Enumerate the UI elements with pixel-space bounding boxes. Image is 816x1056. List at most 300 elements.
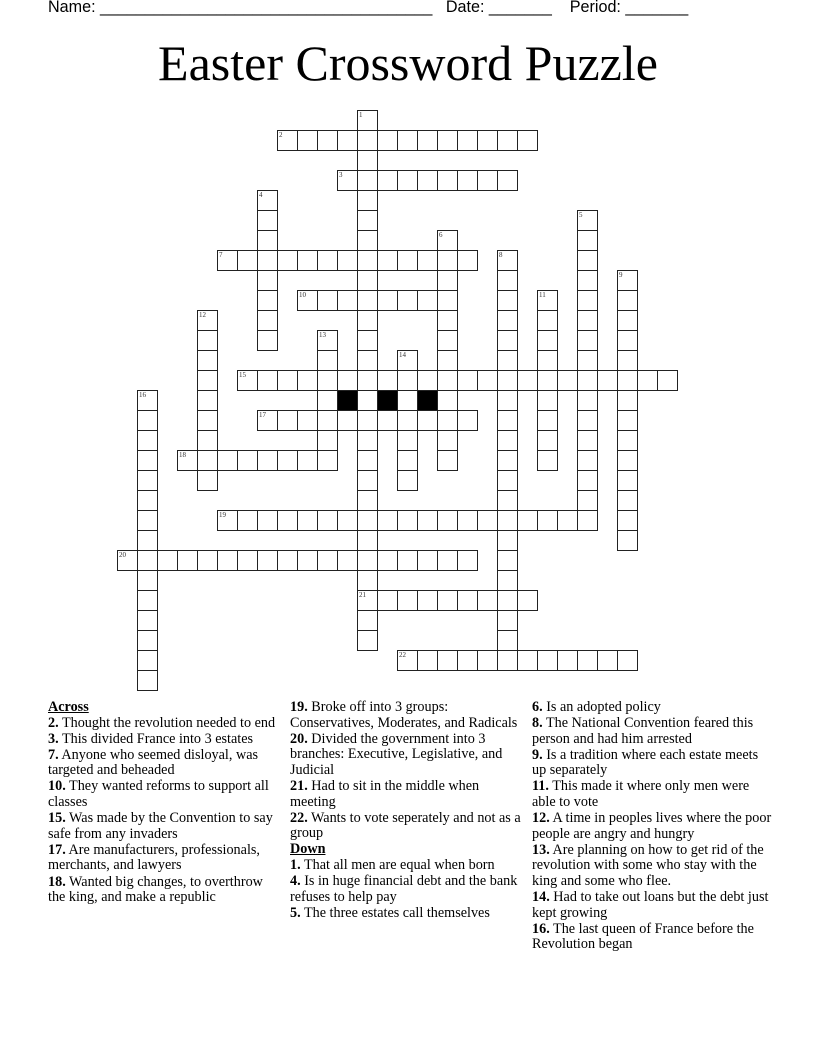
clue-number: 13: [319, 331, 326, 339]
grid-cell[interactable]: [357, 110, 378, 131]
grid-cell[interactable]: [397, 250, 418, 271]
grid-cell[interactable]: [317, 290, 338, 311]
grid-cell[interactable]: [117, 550, 138, 571]
grid-cell[interactable]: [617, 330, 638, 351]
clue-down-12: 12. A time in peoples lives where the poor people are angry and hungry: [532, 810, 772, 842]
grid-cell[interactable]: [497, 330, 518, 351]
grid-cell[interactable]: [577, 350, 598, 371]
grid-cell[interactable]: [537, 330, 558, 351]
page-title: Easter Crossword Puzzle: [158, 35, 658, 91]
grid-cell[interactable]: [357, 490, 378, 511]
clue-across-20: 20. Divided the government into 3 branches: Executive, Legislative, and Judicial: [290, 730, 503, 778]
grid-cell[interactable]: [397, 290, 418, 311]
grid-cell[interactable]: [457, 170, 478, 191]
grid-cell[interactable]: [437, 310, 458, 331]
grid-cell[interactable]: [617, 450, 638, 471]
grid-cell[interactable]: [617, 350, 638, 371]
grid-cell[interactable]: [357, 450, 378, 471]
clue-across-3: 3. This divided France into 3 estates: [48, 730, 254, 747]
grid-cell[interactable]: [437, 590, 458, 611]
clue-across-18: 18. Wanted big changes, to overthrow the king, and make a republic: [48, 873, 263, 906]
grid-cell[interactable]: [317, 450, 338, 471]
grid-cell[interactable]: [237, 450, 258, 471]
grid-cell[interactable]: [437, 450, 458, 471]
grid-cell[interactable]: [577, 470, 598, 491]
grid-cell[interactable]: [177, 450, 198, 471]
grid-cell[interactable]: [397, 430, 418, 451]
clue-down-11: 11. This made it where only men were able to vote: [532, 778, 750, 811]
grid-cell[interactable]: [137, 430, 158, 451]
clue-number: 18: [179, 451, 186, 459]
grid-cell[interactable]: [277, 250, 298, 271]
grid-cell[interactable]: [577, 370, 598, 391]
grid-cell[interactable]: [137, 490, 158, 511]
grid-cell[interactable]: [357, 350, 378, 371]
grid-cell[interactable]: [357, 550, 378, 571]
grid-cell[interactable]: [477, 370, 498, 391]
grid-cell[interactable]: [617, 490, 638, 511]
grid-cell[interactable]: [197, 310, 218, 331]
grid-cell[interactable]: [277, 370, 298, 391]
grid-cell[interactable]: [197, 350, 218, 371]
clue-across-17: 17. Are manufacturers, professionals, merchants, and lawyers: [48, 841, 260, 874]
grid-cell[interactable]: [357, 370, 378, 391]
grid-cell[interactable]: [257, 410, 278, 431]
grid-cell[interactable]: [417, 590, 438, 611]
grid-cell[interactable]: [497, 450, 518, 471]
grid-cell[interactable]: [437, 510, 458, 531]
grid-cell[interactable]: [157, 550, 178, 571]
grid-cell[interactable]: [517, 370, 538, 391]
grid-cell[interactable]: [617, 510, 638, 531]
grid-cell[interactable]: [297, 130, 318, 151]
grid-cell[interactable]: [357, 210, 378, 231]
grid-cell[interactable]: [357, 150, 378, 171]
grid-cell[interactable]: [577, 230, 598, 251]
clue-across-10: 10. They wanted reforms to support all classes: [48, 778, 269, 811]
grid-cell[interactable]: [417, 290, 438, 311]
grid-cell[interactable]: [657, 370, 678, 391]
grid-cell[interactable]: [457, 250, 478, 271]
grid-cell[interactable]: [317, 430, 338, 451]
grid-cell[interactable]: [237, 250, 258, 271]
grid-cell[interactable]: [477, 590, 498, 611]
grid-cell[interactable]: [457, 410, 478, 431]
grid-cell[interactable]: [137, 570, 158, 591]
grid-cell[interactable]: [177, 550, 198, 571]
grid-cell[interactable]: [497, 370, 518, 391]
grid-cell[interactable]: [497, 290, 518, 311]
grid-cell[interactable]: [537, 370, 558, 391]
grid-cell[interactable]: [617, 650, 638, 671]
grid-cell[interactable]: [537, 450, 558, 471]
grid-cell[interactable]: [437, 330, 458, 351]
grid-cell[interactable]: [357, 310, 378, 331]
grid-cell[interactable]: [437, 290, 458, 311]
grid-cell[interactable]: [137, 550, 158, 571]
grid-cell[interactable]: [397, 510, 418, 531]
clue-number: 15: [239, 371, 246, 379]
grid-cell[interactable]: [137, 450, 158, 471]
grid-cell[interactable]: [577, 250, 598, 271]
grid-cell[interactable]: [437, 250, 458, 271]
clue-across-7: 7. Anyone who seemed disloyal, was targeted and beheaded: [48, 746, 259, 779]
grid-cell[interactable]: [297, 550, 318, 571]
grid-cell[interactable]: [137, 470, 158, 491]
grid-cell[interactable]: [417, 370, 438, 391]
grid-cell[interactable]: [437, 430, 458, 451]
grid-cell[interactable]: [257, 510, 278, 531]
grid-cell[interactable]: [497, 490, 518, 511]
grid-cell[interactable]: [497, 470, 518, 491]
grid-cell[interactable]: [257, 250, 278, 271]
grid-cell[interactable]: [317, 370, 338, 391]
grid-cell[interactable]: [517, 650, 538, 671]
grid-cell[interactable]: [197, 470, 218, 491]
grid-cell[interactable]: [457, 370, 478, 391]
grid-cell[interactable]: [237, 510, 258, 531]
name-date-period-line: Name: _____________________________________ Date: _______ Period: _______: [48, 0, 689, 16]
grid-cell[interactable]: [357, 230, 378, 251]
grid-cell[interactable]: [537, 350, 558, 371]
clue-down-9: 9. Is a tradition where each estate meets up separately: [532, 746, 759, 779]
grid-cell[interactable]: [337, 550, 358, 571]
clue-number: 8: [499, 251, 503, 259]
grid-cell[interactable]: [497, 650, 518, 671]
clue-number: 7: [219, 251, 223, 259]
clue-down-6: 6. Is an adopted policy: [532, 699, 661, 715]
clue-number: 12: [199, 311, 206, 319]
grid-cell[interactable]: [217, 450, 238, 471]
grid-cell[interactable]: [457, 130, 478, 151]
clue-number: 1: [359, 111, 363, 119]
grid-cell[interactable]: [497, 570, 518, 591]
grid-cell[interactable]: [577, 430, 598, 451]
grid-cell[interactable]: [437, 550, 458, 571]
grid-cell[interactable]: [417, 650, 438, 671]
grid-cell[interactable]: [377, 170, 398, 191]
grid-cell[interactable]: [477, 170, 498, 191]
grid-cell[interactable]: [417, 170, 438, 191]
clue-number: 19: [219, 511, 226, 519]
grid-cell[interactable]: [417, 550, 438, 571]
grid-cell[interactable]: [197, 450, 218, 471]
grid-cell[interactable]: [357, 390, 378, 411]
grid-cell[interactable]: [577, 650, 598, 671]
grid-cell[interactable]: [357, 250, 378, 271]
grid-cell[interactable]: [277, 450, 298, 471]
grid-cell[interactable]: [537, 290, 558, 311]
grid-cell[interactable]: [497, 530, 518, 551]
grid-cell[interactable]: [377, 250, 398, 271]
grid-cell[interactable]: [237, 370, 258, 391]
grid-cell[interactable]: [137, 410, 158, 431]
grid-cell[interactable]: [357, 330, 378, 351]
grid-cell[interactable]: [297, 450, 318, 471]
grid-cell[interactable]: [357, 470, 378, 491]
grid-cell[interactable]: [497, 130, 518, 151]
grid-cell[interactable]: [497, 310, 518, 331]
grid-cell[interactable]: [357, 270, 378, 291]
clue-number: 21: [359, 591, 366, 599]
grid-cell[interactable]: [517, 510, 538, 531]
grid-cell[interactable]: [217, 550, 238, 571]
grid-cell[interactable]: [437, 410, 458, 431]
grid-cell[interactable]: [397, 350, 418, 371]
grid-cell[interactable]: [337, 510, 358, 531]
grid-cell[interactable]: [397, 370, 418, 391]
grid-cell[interactable]: [597, 650, 618, 671]
grid-cell[interactable]: [577, 410, 598, 431]
grid-cell[interactable]: [557, 510, 578, 531]
clue-number: 17: [259, 411, 266, 419]
grid-cell[interactable]: [357, 130, 378, 151]
grid-cell[interactable]: [577, 290, 598, 311]
grid-cell[interactable]: [357, 430, 378, 451]
grid-cell[interactable]: [357, 290, 378, 311]
black-cell: [337, 390, 358, 411]
grid-cell[interactable]: [197, 330, 218, 351]
clue-down-4: 4. Is in huge financial debt and the bank refuses to help pay: [290, 873, 518, 905]
grid-cell[interactable]: [637, 370, 658, 391]
grid-cell[interactable]: [497, 430, 518, 451]
grid-cell[interactable]: [317, 550, 338, 571]
grid-cell[interactable]: [497, 590, 518, 611]
grid-cell[interactable]: [357, 590, 378, 611]
clue-down-5: 5. The three estates call themselves: [290, 904, 490, 921]
clues-column-2: [290, 700, 522, 922]
grid-cell[interactable]: [537, 410, 558, 431]
grid-cell[interactable]: [317, 350, 338, 371]
grid-cell[interactable]: [617, 290, 638, 311]
grid-cell[interactable]: [577, 450, 598, 471]
down-heading: Down: [290, 841, 326, 858]
grid-cell[interactable]: [257, 190, 278, 211]
grid-cell[interactable]: [377, 550, 398, 571]
clue-number: 6: [439, 231, 443, 239]
grid-cell[interactable]: [597, 370, 618, 391]
grid-cell[interactable]: [317, 410, 338, 431]
grid-cell[interactable]: [497, 350, 518, 371]
grid-cell[interactable]: [277, 130, 298, 151]
clue-number: 5: [579, 211, 583, 219]
grid-cell[interactable]: [257, 450, 278, 471]
grid-cell[interactable]: [217, 250, 238, 271]
grid-cell[interactable]: [417, 510, 438, 531]
clue-down-1: 1. That all men are equal when born: [290, 856, 495, 873]
grid-cell[interactable]: [617, 310, 638, 331]
grid-cell[interactable]: [357, 610, 378, 631]
grid-cell[interactable]: [257, 370, 278, 391]
clue-number: 14: [399, 351, 406, 359]
grid-cell[interactable]: [337, 290, 358, 311]
grid-cell[interactable]: [297, 370, 318, 391]
grid-cell[interactable]: [577, 390, 598, 411]
grid-cell[interactable]: [377, 410, 398, 431]
grid-cell[interactable]: [617, 430, 638, 451]
black-cell: [377, 390, 398, 411]
grid-cell[interactable]: [537, 310, 558, 331]
clue-down-13: 13. Are planning on how to get rid of the revolution with some who stay with the king and some who flee.: [532, 841, 764, 890]
grid-cell[interactable]: [617, 270, 638, 291]
grid-cell[interactable]: [357, 410, 378, 431]
grid-cell[interactable]: [497, 610, 518, 631]
grid-cell[interactable]: [197, 370, 218, 391]
grid-cell[interactable]: [437, 270, 458, 291]
grid-cell[interactable]: [617, 370, 638, 391]
grid-cell[interactable]: [377, 510, 398, 531]
grid-cell[interactable]: [237, 550, 258, 571]
grid-cell[interactable]: [497, 510, 518, 531]
grid-cell[interactable]: [257, 310, 278, 331]
grid-cell[interactable]: [617, 410, 638, 431]
grid-cell[interactable]: [517, 130, 538, 151]
grid-cell[interactable]: [477, 130, 498, 151]
grid-cell[interactable]: [397, 130, 418, 151]
clue-number: 16: [139, 391, 146, 399]
grid-cell[interactable]: [497, 630, 518, 651]
grid-cell[interactable]: [257, 210, 278, 231]
grid-cell[interactable]: [137, 670, 158, 691]
grid-cell[interactable]: [397, 650, 418, 671]
grid-cell[interactable]: [137, 510, 158, 531]
grid-cell[interactable]: [337, 250, 358, 271]
clue-number: 22: [399, 651, 406, 659]
grid-cell[interactable]: [537, 430, 558, 451]
grid-cell[interactable]: [577, 330, 598, 351]
grid-cell[interactable]: [317, 510, 338, 531]
grid-cell[interactable]: [437, 170, 458, 191]
grid-cell[interactable]: [377, 590, 398, 611]
grid-cell[interactable]: [137, 530, 158, 551]
clue-number: 11: [539, 291, 546, 299]
grid-cell[interactable]: [257, 290, 278, 311]
grid-cell[interactable]: [437, 230, 458, 251]
grid-cell[interactable]: [477, 510, 498, 531]
grid-cell[interactable]: [577, 490, 598, 511]
grid-cell[interactable]: [477, 650, 498, 671]
grid-cell[interactable]: [197, 410, 218, 431]
grid-cell[interactable]: [277, 410, 298, 431]
grid-cell[interactable]: [397, 390, 418, 411]
grid-cell[interactable]: [437, 130, 458, 151]
grid-cell[interactable]: [437, 350, 458, 371]
grid-cell[interactable]: [397, 470, 418, 491]
grid-cell[interactable]: [357, 170, 378, 191]
grid-cell[interactable]: [457, 510, 478, 531]
grid-cell[interactable]: [397, 410, 418, 431]
grid-cell[interactable]: [297, 510, 318, 531]
grid-cell[interactable]: [297, 290, 318, 311]
grid-cell[interactable]: [317, 130, 338, 151]
grid-cell[interactable]: [517, 590, 538, 611]
grid-cell[interactable]: [437, 370, 458, 391]
grid-cell[interactable]: [277, 510, 298, 531]
grid-cell[interactable]: [417, 410, 438, 431]
grid-cell[interactable]: [137, 650, 158, 671]
grid-cell[interactable]: [417, 250, 438, 271]
grid-cell[interactable]: [497, 270, 518, 291]
grid-cell[interactable]: [257, 330, 278, 351]
grid-cell[interactable]: [577, 210, 598, 231]
clue-number: 10: [299, 291, 306, 299]
grid-cell[interactable]: [297, 250, 318, 271]
grid-cell[interactable]: [277, 550, 298, 571]
grid-cell[interactable]: [557, 370, 578, 391]
grid-cell[interactable]: [317, 390, 338, 411]
grid-cell[interactable]: [357, 630, 378, 651]
grid-cell[interactable]: [397, 170, 418, 191]
grid-cell[interactable]: [617, 390, 638, 411]
grid-cell[interactable]: [377, 130, 398, 151]
grid-cell[interactable]: [377, 290, 398, 311]
grid-cell[interactable]: [437, 390, 458, 411]
grid-cell[interactable]: [137, 630, 158, 651]
grid-cell[interactable]: [257, 230, 278, 251]
grid-cell[interactable]: [537, 650, 558, 671]
grid-cell[interactable]: [457, 590, 478, 611]
grid-cell[interactable]: [437, 650, 458, 671]
grid-cell[interactable]: [497, 170, 518, 191]
clue-down-14: 14. Had to take out loans but the debt just kept growing: [532, 889, 769, 921]
clue-across-22: 22. Wants to vote seperately and not as a group: [290, 809, 521, 842]
grid-cell[interactable]: [297, 410, 318, 431]
grid-cell[interactable]: [137, 590, 158, 611]
clue-down-16: 16. The last queen of France before the Revolution began: [532, 920, 754, 953]
grid-cell[interactable]: [337, 410, 358, 431]
grid-cell[interactable]: [537, 510, 558, 531]
grid-cell[interactable]: [217, 510, 238, 531]
grid-cell[interactable]: [197, 390, 218, 411]
grid-cell[interactable]: [497, 390, 518, 411]
grid-cell[interactable]: [317, 250, 338, 271]
grid-cell[interactable]: [257, 270, 278, 291]
grid-cell[interactable]: [337, 370, 358, 391]
grid-cell[interactable]: [357, 190, 378, 211]
grid-cell[interactable]: [577, 310, 598, 331]
grid-cell[interactable]: [457, 550, 478, 571]
grid-cell[interactable]: [137, 390, 158, 411]
grid-cell[interactable]: [397, 590, 418, 611]
grid-cell[interactable]: [497, 250, 518, 271]
grid-cell[interactable]: [497, 550, 518, 571]
grid-cell[interactable]: [397, 550, 418, 571]
clue-across-15: 15. Was made by the Convention to say safe from any invaders: [48, 810, 273, 842]
grid-cell[interactable]: [577, 510, 598, 531]
grid-cell[interactable]: [337, 170, 358, 191]
grid-cell[interactable]: [577, 270, 598, 291]
grid-cell[interactable]: [557, 650, 578, 671]
grid-cell[interactable]: [377, 370, 398, 391]
grid-cell[interactable]: [337, 130, 358, 151]
grid-cell[interactable]: [397, 450, 418, 471]
grid-cell[interactable]: [457, 650, 478, 671]
grid-cell[interactable]: [357, 510, 378, 531]
grid-cell[interactable]: [197, 550, 218, 571]
grid-cell[interactable]: [357, 530, 378, 551]
grid-cell[interactable]: [197, 430, 218, 451]
grid-cell[interactable]: [317, 330, 338, 351]
clue-across-19: 19. Broke off into 3 groups: Conservatives, Moderates, and Radicals: [290, 699, 518, 731]
grid-cell[interactable]: [257, 550, 278, 571]
grid-cell[interactable]: [617, 530, 638, 551]
grid-cell[interactable]: [137, 610, 158, 631]
grid-cell[interactable]: [617, 470, 638, 491]
grid-cell[interactable]: [417, 130, 438, 151]
grid-cell[interactable]: [497, 410, 518, 431]
grid-cell[interactable]: [357, 570, 378, 591]
grid-cell[interactable]: [537, 390, 558, 411]
